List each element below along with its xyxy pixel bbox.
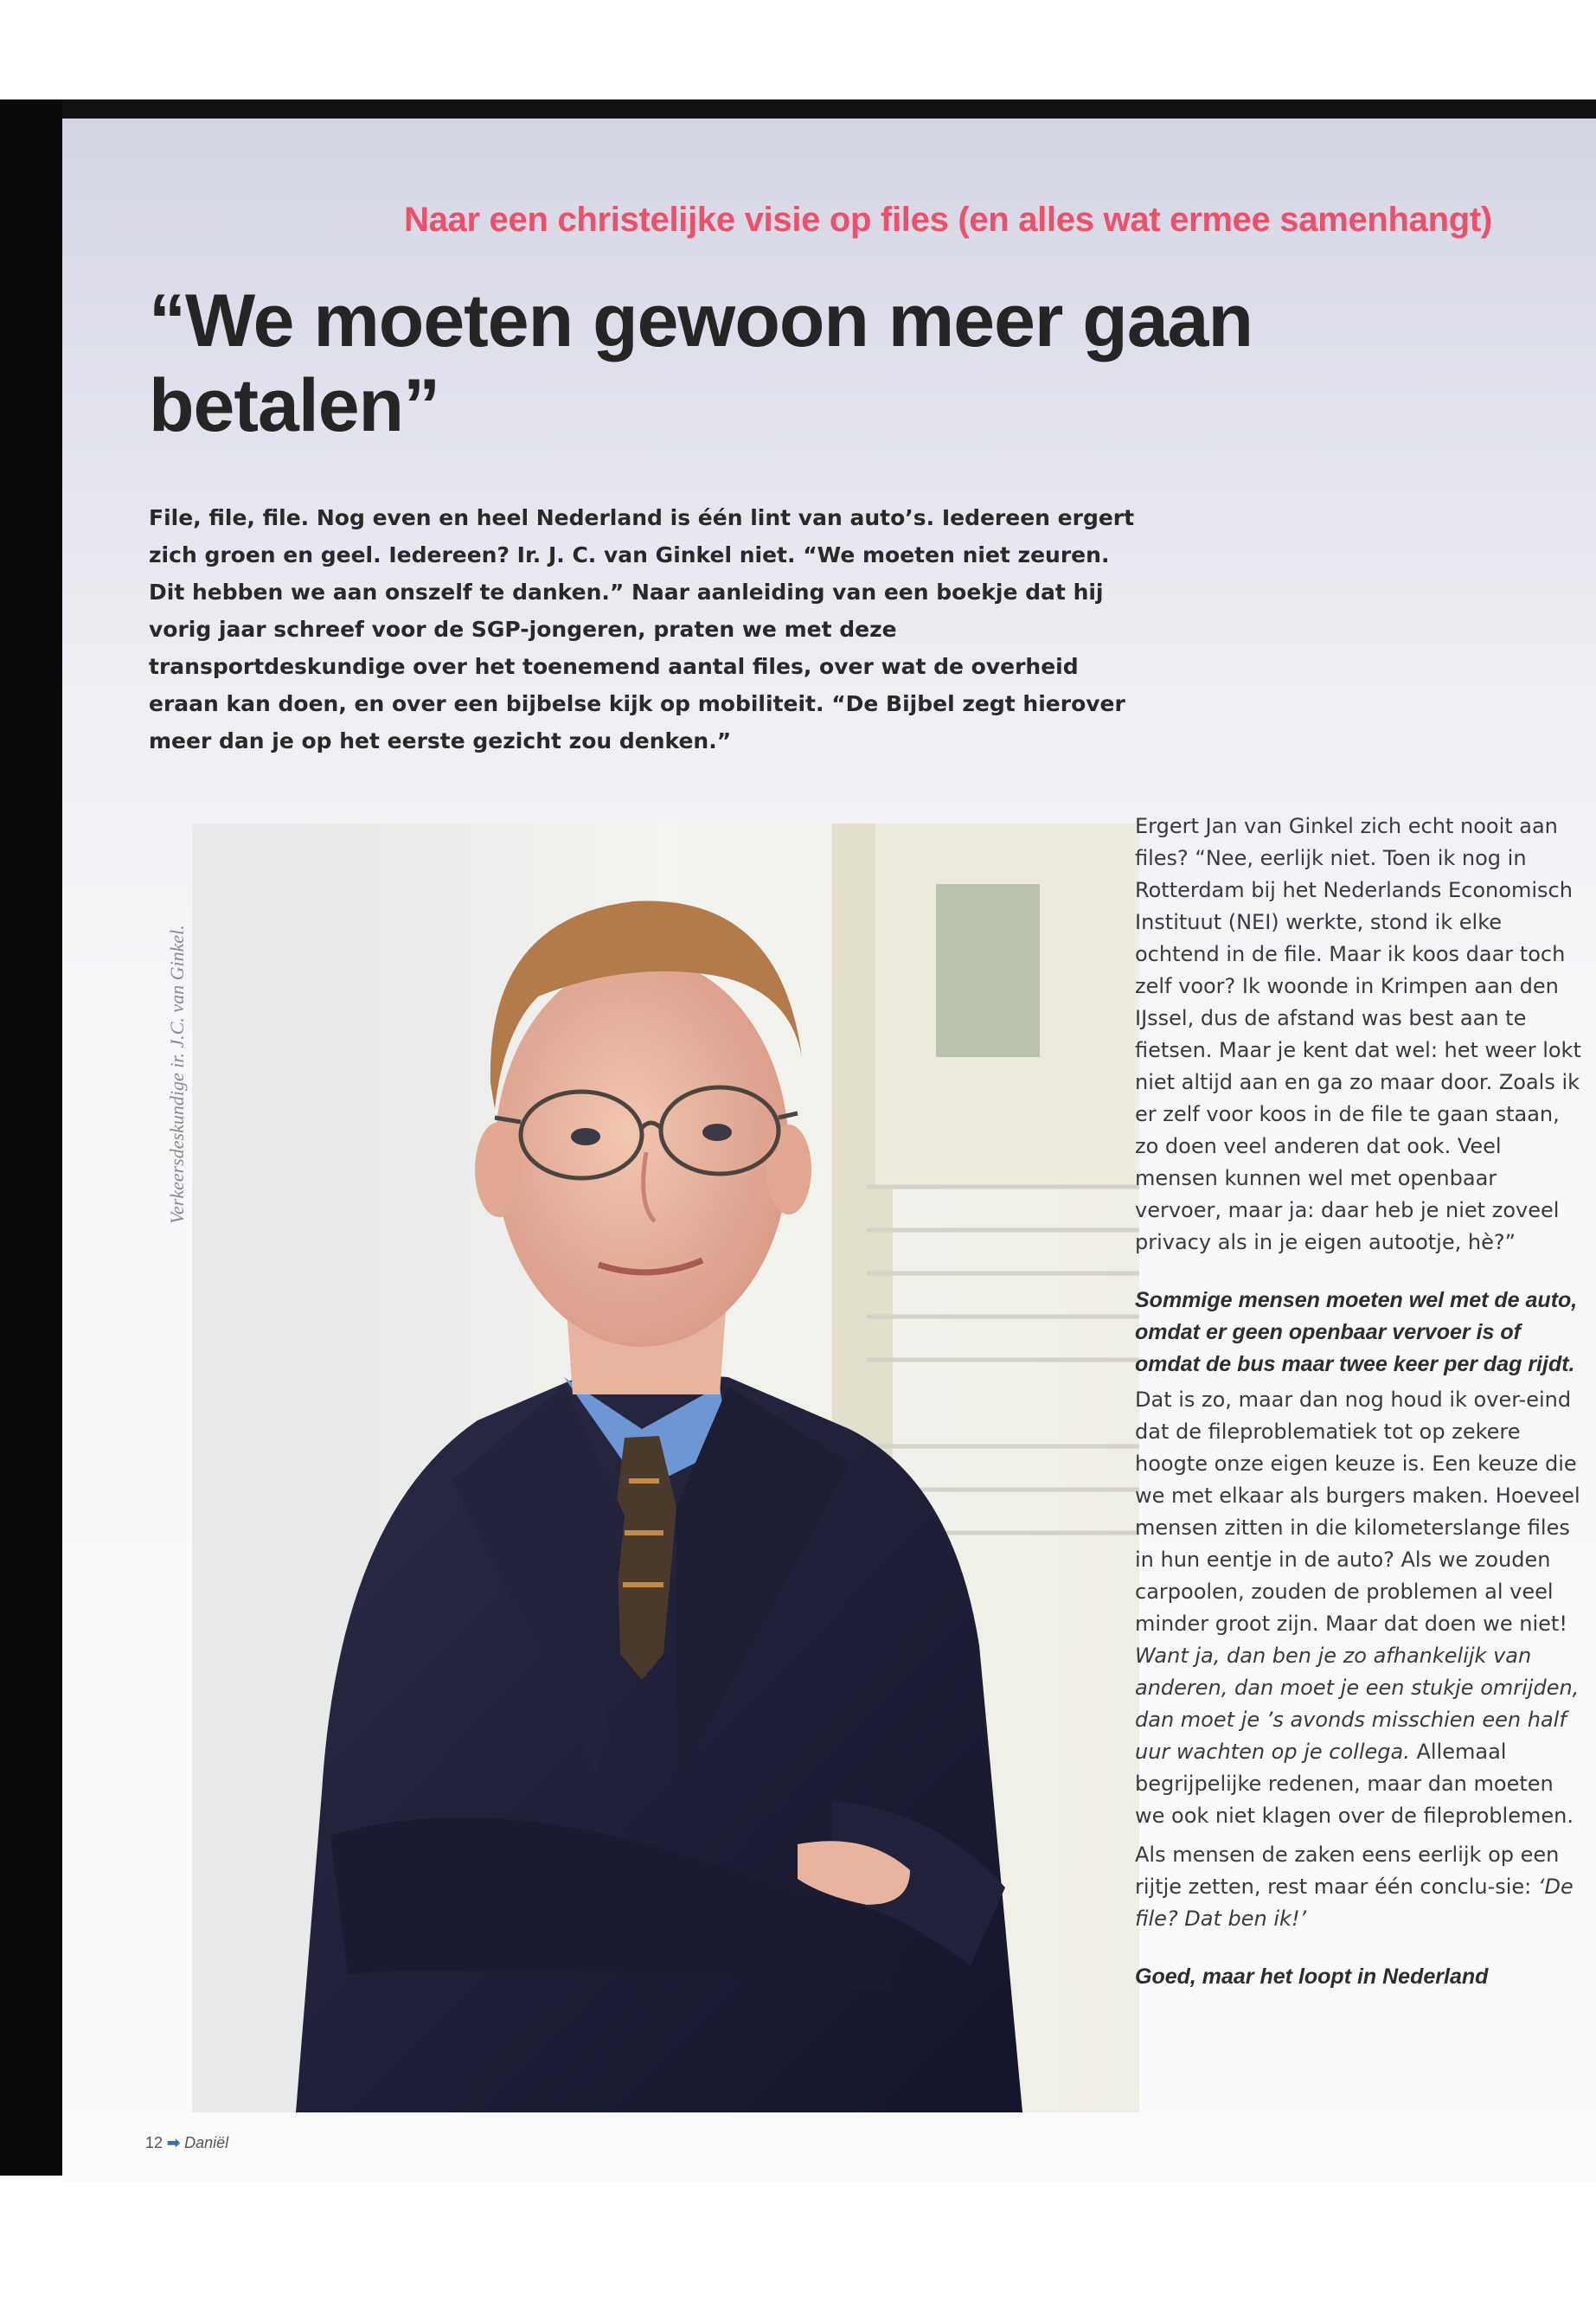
column-paragraph-2-start: Dat is zo, maar dan nog houd ik over-eind dat de fileproblematiek tot op zekere hoogte onze eigen keuze is. Een keuze die we met elkaar als burgers maken. Hoeveel mensen zitten in die kilometerslange files in hun eentje in de auto? Als we zouden carpoolen, zouden de problemen al veel minder groot zijn. Maar dat doen we niet! xyxy=(1135,1388,1580,1636)
body-column xyxy=(1135,811,1585,1997)
magazine-name: Daniël xyxy=(184,2134,229,2151)
column-paragraph-3-italic: ‘De file? Dat ben ik!’ xyxy=(1135,1875,1574,1931)
column-paragraph-2-end: Allemaal begrijpelijke redenen, maar dan moeten we ook niet klagen over de fileproblemen. xyxy=(1135,1740,1574,1828)
portrait-photo xyxy=(192,824,1139,2112)
interview-question-2: Goed, maar het loopt in Nederland xyxy=(1135,1965,1489,1989)
interview-question-1: Sommige mensen moeten wel met de auto, omdat er geen openbaar vervoer is of omdat de bus maar twee keer per dag rijdt. xyxy=(1135,1288,1578,1376)
page-number: 12 xyxy=(145,2134,163,2151)
kicker: Naar een christelijke visie op files (en alles wat ermee samenhangt) xyxy=(404,201,1492,239)
scan-shadow-left xyxy=(0,99,62,2176)
arrow-icon: ➡ xyxy=(167,2134,181,2151)
column-paragraph-3 xyxy=(1135,1839,1585,1935)
column-paragraph-1: Ergert Jan van Ginkel zich echt nooit aan files? “Nee, eerlijk niet. Toen ik nog in Rotterdam bij het Nederlands Economisch Instituut (NEI) werkte, stond ik elke ochtend in de file. Maar ik koos daar toch zelf voor? Ik woonde in Krimpen aan den IJssel, dus de afstand was best aan te fietsen. Maar je kent dat wel: het weer lokt niet altijd aan en ga zo maar door. Zoals ik er zelf voor koos in de file te gaan staan, zo doen veel anderen dat ook. Veel mensen kunnen wel met openbaar vervoer, maar ja: daar heb je niet zoveel privacy als in je eigen autootje, hè?” xyxy=(1135,814,1581,1254)
headline xyxy=(149,279,1446,448)
headline-line-2: betalen” xyxy=(149,364,440,447)
column-paragraph-2-italic: Want ja, dan ben je zo afhankelijk van anderen, dan moet je een stukje omrijden, dan moet je ’s avonds misschien een half uur wachten op je collega. xyxy=(1135,1644,1580,1764)
column-paragraph-2 xyxy=(1135,1384,1585,1832)
column-paragraph-3-start: Als mensen de zaken eens eerlijk op een rijtje zetten, rest maar één conclu-sie: xyxy=(1135,1843,1560,1899)
scan-shadow-top xyxy=(0,99,1596,119)
photo-caption: Verkeersdeskundige ir. J.C. van Ginkel. xyxy=(166,925,188,1224)
headline-line-1: “We moeten gewoon meer gaan xyxy=(149,279,1253,362)
magazine-page xyxy=(62,119,1596,2182)
page-footer xyxy=(145,2134,228,2152)
intro-paragraph: File, file, file. Nog even en heel Nederland is één lint van auto’s. Iedereen ergert zich groen en geel. Iedereen? Ir. J. C. van Ginkel niet. “We moeten niet zeuren. Dit hebben we aan onszelf te danken.” Naar aanleiding van een boekje dat hij vorig jaar schreef voor de SGP-jongeren, praten we met deze transportdeskundige over het toenemend aantal files, over wat de overheid eraan kan doen, en over een bijbelse kijk op mobiliteit. “De Bijbel zegt hierover meer dan je op het eerste gezicht zou denken.” xyxy=(149,505,1135,753)
